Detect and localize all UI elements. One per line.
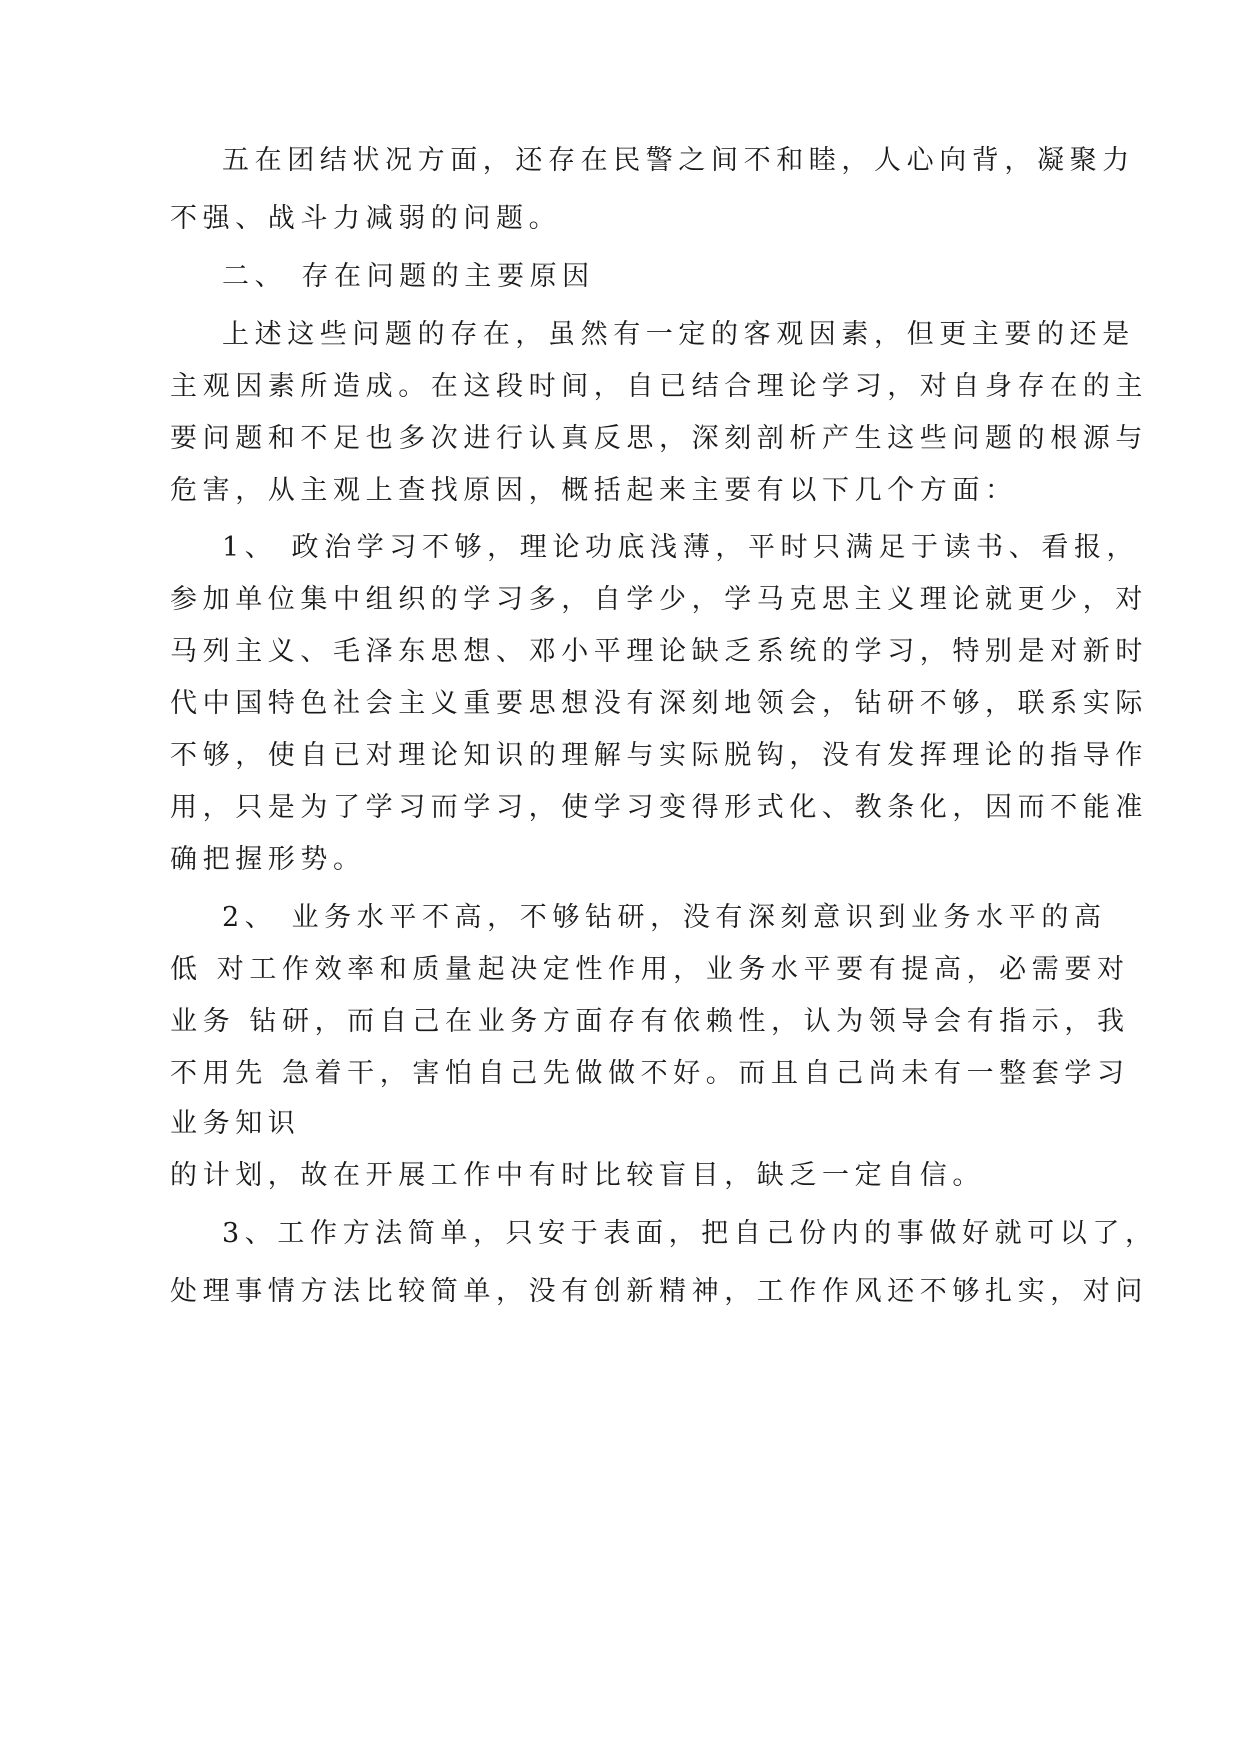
text-line: 要问题和不足也多次进行认真反思，深刻剖析产生这些问题的根源与 (170, 423, 1148, 454)
text-line: 不用先 急着干，害怕自己先做做不好。而且自己尚未有一整套学习 (170, 1058, 1130, 1089)
section-heading: 二、 存在问题的主要原因 (222, 261, 595, 292)
text-line: 2、 业务水平不高，不够钻研，没有深刻意识到业务水平的高 (222, 902, 1107, 933)
text-line: 低 对工作效率和质量起决定性作用，业务水平要有提高，必需要对 (170, 954, 1130, 985)
text-line: 的计划，故在开展工作中有时比较盲目，缺乏一定自信。 (170, 1160, 985, 1191)
text-line: 不够，使自已对理论知识的理解与实际脱钩，没有发挥理论的指导作 (170, 740, 1148, 771)
text-line: 主观因素所造成。在这段时间，自已结合理论学习，对自身存在的主 (170, 371, 1148, 402)
text-line: 参加单位集中组织的学习多，自学少，学马克思主义理论就更少，对 (170, 584, 1148, 615)
text-line: 处理事情方法比较简单，没有创新精神，工作作风还不够扎实，对问 (170, 1276, 1148, 1307)
text-line: 不强、战斗力减弱的问题。 (170, 203, 562, 234)
text-line: 1、 政治学习不够，理论功底浅薄，平时只满足于读书、看报， (222, 532, 1140, 563)
text-line: 马列主义、毛泽东思想、邓小平理论缺乏系统的学习，特别是对新时 (170, 636, 1148, 667)
text-line: 3、工作方法简单，只安于表面，把自己份内的事做好就可以了， (222, 1218, 1158, 1249)
text-line: 业务 钻研，而自己在业务方面存有依赖性，认为领导会有指示，我 (170, 1006, 1130, 1037)
text-line: 危害，从主观上查找原因，概括起来主要有以下几个方面： (170, 475, 1018, 506)
text-line: 代中国特色社会主义重要思想没有深刻地领会，钻研不够，联系实际 (170, 688, 1148, 719)
text-line: 五在团结状况方面，还存在民警之间不和睦，人心向背，凝聚力 (222, 145, 1135, 176)
text-line: 用，只是为了学习而学习，使学习变得形式化、教条化，因而不能准 (170, 792, 1148, 823)
text-line: 确把握形势。 (170, 844, 366, 875)
text-line: 业务知识 (170, 1108, 301, 1139)
text-line: 上述这些问题的存在，虽然有一定的客观因素，但更主要的还是 (222, 319, 1135, 350)
